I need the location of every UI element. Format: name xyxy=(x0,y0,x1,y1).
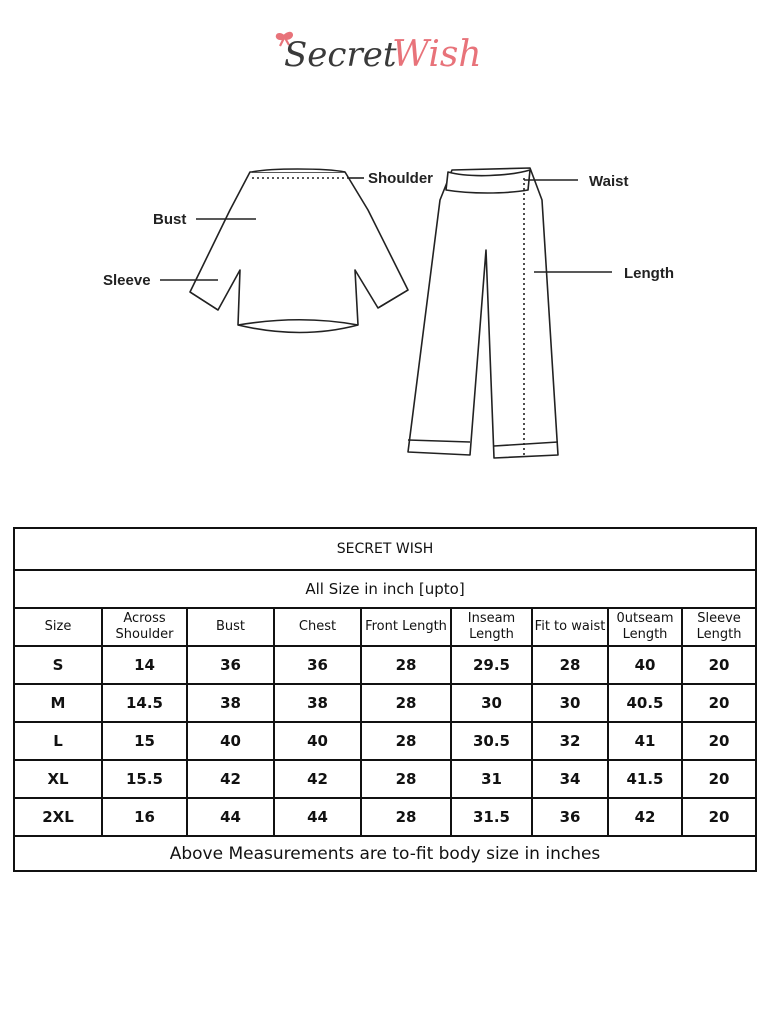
brand-word-wish: Wish xyxy=(392,34,482,75)
value-cell: 15 xyxy=(102,722,187,760)
label-bust: Bust xyxy=(153,211,187,228)
label-waist: Waist xyxy=(589,173,629,190)
table-row xyxy=(14,684,756,722)
size-cell: M xyxy=(14,684,102,722)
value-cell: 20 xyxy=(682,722,756,760)
value-cell: 28 xyxy=(361,798,451,836)
value-cell: 31.5 xyxy=(451,798,532,836)
header-cell: Bust xyxy=(187,608,274,646)
size-chart-table xyxy=(13,527,757,872)
value-cell: 30 xyxy=(451,684,532,722)
brand-logo xyxy=(270,22,510,80)
value-cell: 28 xyxy=(361,684,451,722)
value-cell: 34 xyxy=(532,760,608,798)
value-cell: 29.5 xyxy=(451,646,532,684)
size-cell: L xyxy=(14,722,102,760)
top-garment xyxy=(190,169,408,333)
table-title: SECRET WISH xyxy=(14,528,756,570)
label-sleeve: Sleeve xyxy=(103,272,151,289)
value-cell: 28 xyxy=(361,646,451,684)
value-cell: 38 xyxy=(274,684,361,722)
table-subtitle: All Size in inch [upto] xyxy=(14,570,756,608)
value-cell: 44 xyxy=(274,798,361,836)
value-cell: 14 xyxy=(102,646,187,684)
brand-word-secret: Secret xyxy=(284,35,397,75)
value-cell: 16 xyxy=(102,798,187,836)
value-cell: 40 xyxy=(608,646,682,684)
table-row xyxy=(14,646,756,684)
value-cell: 28 xyxy=(361,760,451,798)
value-cell: 30 xyxy=(532,684,608,722)
value-cell: 42 xyxy=(608,798,682,836)
value-cell: 15.5 xyxy=(102,760,187,798)
size-cell: 2XL xyxy=(14,798,102,836)
header-cell: Fit to waist xyxy=(532,608,608,646)
value-cell: 28 xyxy=(532,646,608,684)
value-cell: 20 xyxy=(682,760,756,798)
header-cell: Chest xyxy=(274,608,361,646)
value-cell: 20 xyxy=(682,646,756,684)
value-cell: 44 xyxy=(187,798,274,836)
header-cell: Size xyxy=(14,608,102,646)
value-cell: 42 xyxy=(187,760,274,798)
label-shoulder: Shoulder xyxy=(368,170,434,187)
header-cell: Front Length xyxy=(361,608,451,646)
value-cell: 30.5 xyxy=(451,722,532,760)
value-cell: 32 xyxy=(532,722,608,760)
pants-garment xyxy=(408,168,558,458)
header-cell: Across Shoulder xyxy=(102,608,187,646)
value-cell: 40.5 xyxy=(608,684,682,722)
table-row xyxy=(14,798,756,836)
label-length: Length xyxy=(624,265,674,282)
value-cell: 40 xyxy=(274,722,361,760)
value-cell: 14.5 xyxy=(102,684,187,722)
value-cell: 31 xyxy=(451,760,532,798)
size-cell: S xyxy=(14,646,102,684)
size-cell: XL xyxy=(14,760,102,798)
value-cell: 20 xyxy=(682,684,756,722)
value-cell: 40 xyxy=(187,722,274,760)
header-cell: Inseam Length xyxy=(451,608,532,646)
value-cell: 36 xyxy=(532,798,608,836)
value-cell: 41 xyxy=(608,722,682,760)
table-row xyxy=(14,722,756,760)
value-cell: 36 xyxy=(187,646,274,684)
value-cell: 42 xyxy=(274,760,361,798)
header-row xyxy=(14,608,756,646)
value-cell: 20 xyxy=(682,798,756,836)
garment-illustration xyxy=(0,140,768,470)
header-cell: 0utseam Length xyxy=(608,608,682,646)
table-footer-note: Above Measurements are to-fit body size in inches xyxy=(14,836,756,871)
value-cell: 28 xyxy=(361,722,451,760)
table-row xyxy=(14,760,756,798)
value-cell: 41.5 xyxy=(608,760,682,798)
value-cell: 38 xyxy=(187,684,274,722)
header-cell: Sleeve Length xyxy=(682,608,756,646)
value-cell: 36 xyxy=(274,646,361,684)
